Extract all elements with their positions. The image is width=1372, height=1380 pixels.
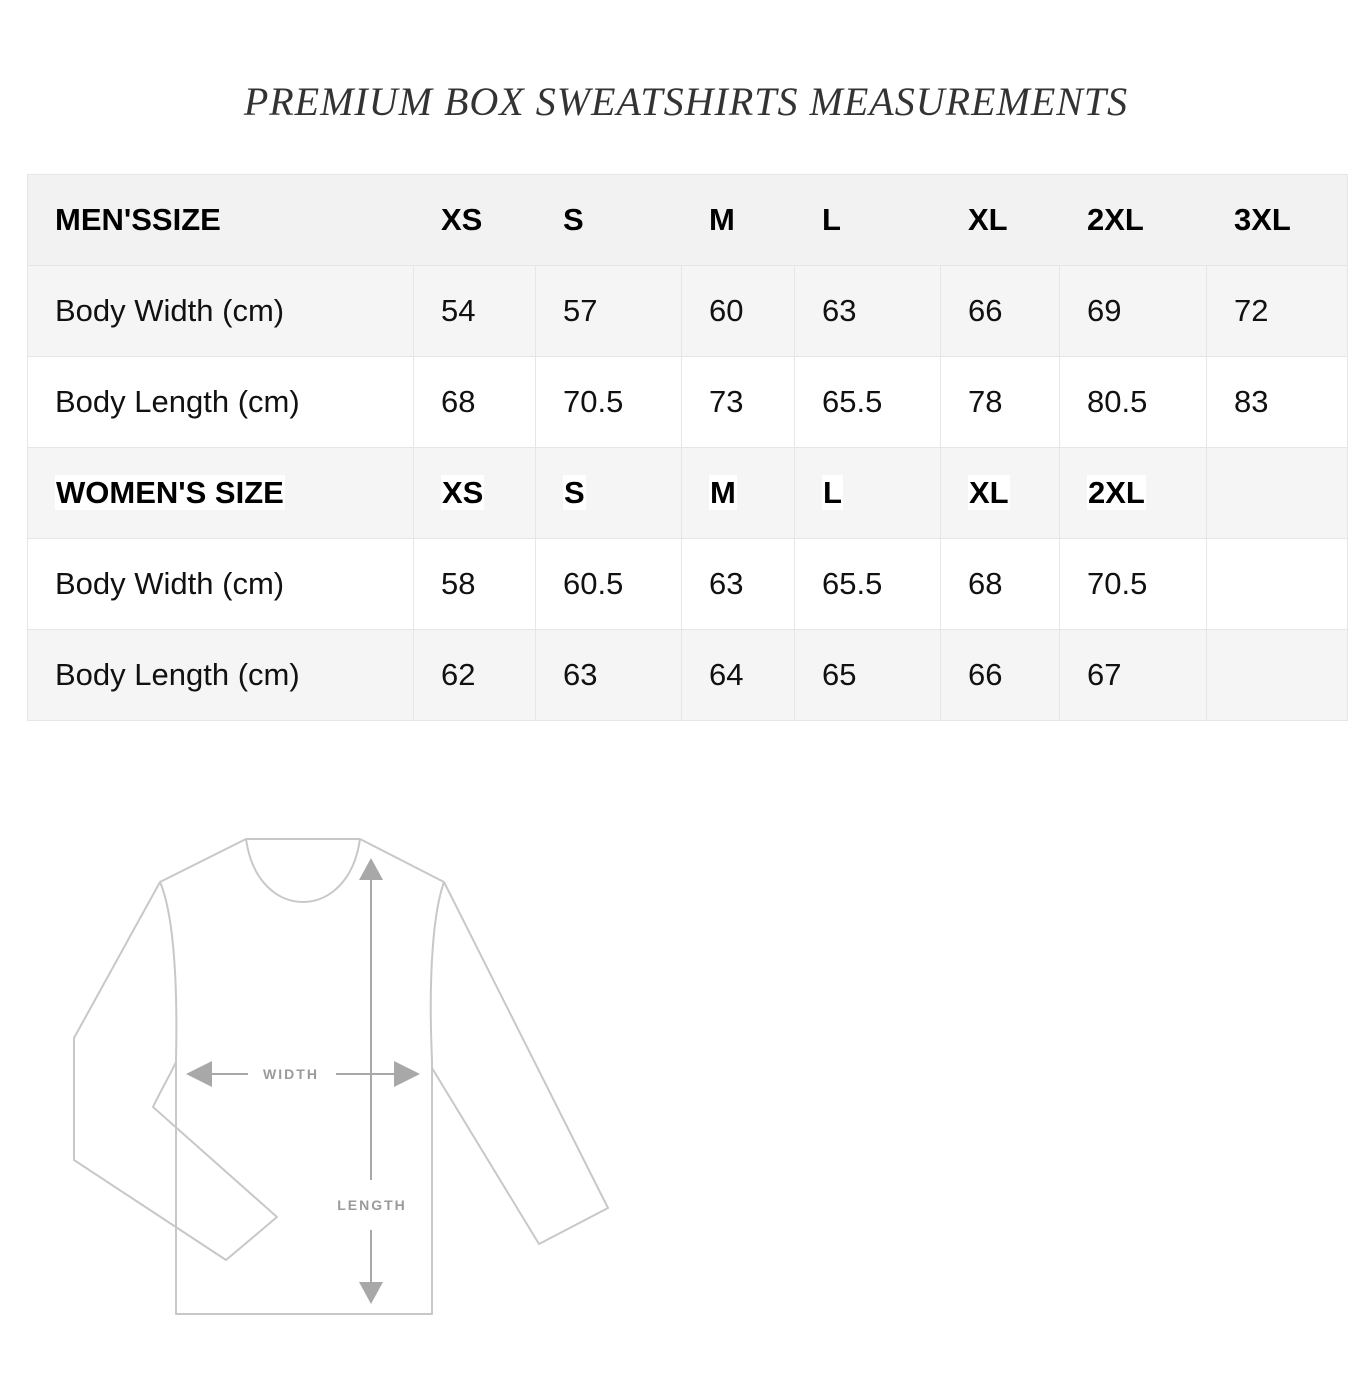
table-header-cell: 2XL [1060,175,1207,266]
table-cell: 83 [1207,357,1348,448]
table-cell: 63 [795,266,941,357]
table-cell: 62 [414,630,536,721]
table-cell [1207,539,1348,630]
table-cell: 72 [1207,266,1348,357]
table-cell: 64 [682,630,795,721]
table-cell: 65 [795,630,941,721]
length-label: LENGTH [337,1197,407,1213]
sweatshirt-measurement-diagram [60,820,630,1340]
header-label: M [710,475,736,510]
table-row [28,266,1348,357]
header-label: XS [442,475,484,510]
table-cell: 66 [941,630,1060,721]
table-cell: 60.5 [536,539,682,630]
table-cell: 66 [941,266,1060,357]
table-header-cell: XS [414,175,536,266]
table-cell: 54 [414,266,536,357]
row-label: Body Length (cm) [28,357,414,448]
table-header-cell: XL [941,175,1060,266]
table-cell: 73 [682,357,795,448]
size-chart-table [27,174,1348,721]
table-cell [1207,630,1348,721]
width-arrow [186,1061,420,1087]
row-label: Body Width (cm) [28,539,414,630]
width-label: WIDTH [263,1066,319,1082]
sweatshirt-collar [246,839,360,902]
table-header-cell [1207,448,1348,539]
sweatshirt-outline [74,839,608,1314]
header-label: 2XL [1088,475,1145,510]
table-cell: 63 [536,630,682,721]
table-cell: 67 [1060,630,1207,721]
table-row [28,357,1348,448]
table-cell: 70.5 [1060,539,1207,630]
length-arrow-up-head [359,858,383,880]
width-arrow-left-head [186,1061,212,1087]
width-arrow-right-head [394,1061,420,1087]
header-label: L [823,475,842,510]
table-cell: 65.5 [795,539,941,630]
row-label: Body Width (cm) [28,266,414,357]
header-label: S [564,475,585,510]
table-cell: 60 [682,266,795,357]
table-cell: 63 [682,539,795,630]
table-header-cell: 3XL [1207,175,1348,266]
table-header-cell: M [682,175,795,266]
table-cell: 78 [941,357,1060,448]
table-header-cell [941,448,1060,539]
table-header-cell [414,448,536,539]
header-label: XL [969,475,1009,510]
table-cell: 80.5 [1060,357,1207,448]
table-row [28,539,1348,630]
table-header-cell [28,448,414,539]
row-label: Body Length (cm) [28,630,414,721]
table-header-cell [1060,448,1207,539]
header-label: WOMEN'S SIZE [56,475,284,510]
table-header-cell: MEN'SSIZE [28,175,414,266]
table-cell: 68 [414,357,536,448]
table-cell: 70.5 [536,357,682,448]
table-header-cell: S [536,175,682,266]
table-cell: 58 [414,539,536,630]
table-cell: 57 [536,266,682,357]
table-header-cell [536,448,682,539]
table-row [28,630,1348,721]
table-header-cell: L [795,175,941,266]
mens-size-header-row [28,175,1348,266]
table-header-cell [682,448,795,539]
sweatshirt-right-sleeve [432,882,608,1244]
table-cell: 69 [1060,266,1207,357]
womens-size-header-row [28,448,1348,539]
table-cell: 68 [941,539,1060,630]
page-title: PREMIUM BOX SWEATSHIRTS MEASUREMENTS [243,79,1129,124]
table-cell: 65.5 [795,357,941,448]
length-arrow-down-head [359,1282,383,1304]
table-header-cell [795,448,941,539]
